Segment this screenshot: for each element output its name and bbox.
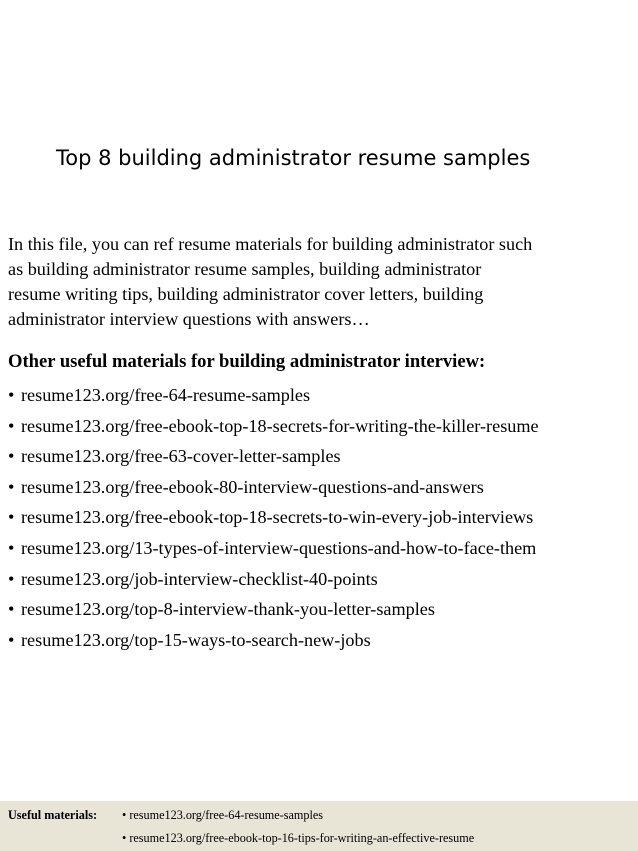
bullet-icon: •	[8, 507, 15, 528]
resource-link[interactable]: resume123.org/free-ebook-top-18-secrets-to-win-every-job-interviews	[21, 507, 534, 528]
materials-heading: Other useful materials for building administrator interview:	[8, 351, 486, 372]
resource-link[interactable]: resume123.org/free-ebook-top-18-secrets-for-writing-the-killer-resume	[21, 415, 539, 436]
list-item	[8, 594, 539, 625]
bullet-icon: •	[8, 568, 15, 589]
intro-paragraph	[8, 232, 630, 332]
bullet-icon: •	[8, 599, 15, 620]
list-item	[8, 564, 539, 595]
resource-link[interactable]: resume123.org/free-64-resume-samples	[21, 385, 311, 405]
footer-link[interactable]: • resume123.org/free-64-resume-samples	[122, 808, 324, 822]
bullet-icon: •	[8, 537, 15, 558]
list-item	[8, 502, 539, 533]
bullet-icon: •	[8, 629, 15, 650]
resource-link[interactable]: resume123.org/13-types-of-interview-questions-and-how-to-face-them	[21, 537, 537, 558]
list-item	[8, 380, 539, 411]
list-item	[8, 625, 539, 656]
materials-link-list	[8, 380, 539, 655]
page-title: Top 8 building administrator resume samples	[56, 146, 531, 170]
list-item	[8, 533, 539, 564]
footer-link[interactable]: • resume123.org/free-ebook-top-16-tips-for-writing-an-effective-resume	[122, 831, 475, 845]
resource-link[interactable]: resume123.org/free-ebook-80-interview-questions-and-answers	[21, 476, 484, 497]
intro-line: resume writing tips, building administrator cover letters, building	[8, 284, 484, 304]
list-item	[8, 411, 539, 442]
resource-link[interactable]: resume123.org/top-8-interview-thank-you-letter-samples	[21, 599, 435, 620]
intro-line: administrator interview questions with answers…	[8, 309, 370, 329]
resource-link[interactable]: resume123.org/top-15-ways-to-search-new-jobs	[21, 629, 371, 650]
bullet-icon: •	[8, 476, 15, 497]
intro-line: as building administrator resume samples, building administrator	[8, 259, 482, 279]
footer-label-text: Useful materials	[8, 808, 93, 822]
intro-line: In this file, you can ref resume materials for building administrator such	[8, 234, 533, 254]
resource-link[interactable]: resume123.org/job-interview-checklist-40-points	[21, 568, 378, 589]
bullet-icon: •	[8, 385, 15, 405]
footer-label-colon: :	[92, 808, 98, 822]
list-item	[8, 441, 539, 472]
footer-bar	[0, 801, 638, 851]
bullet-icon: •	[8, 446, 15, 467]
resource-link[interactable]: resume123.org/free-63-cover-letter-samples	[21, 446, 341, 467]
bullet-icon: •	[8, 415, 15, 436]
footer-label	[8, 808, 97, 823]
list-item	[8, 472, 539, 503]
